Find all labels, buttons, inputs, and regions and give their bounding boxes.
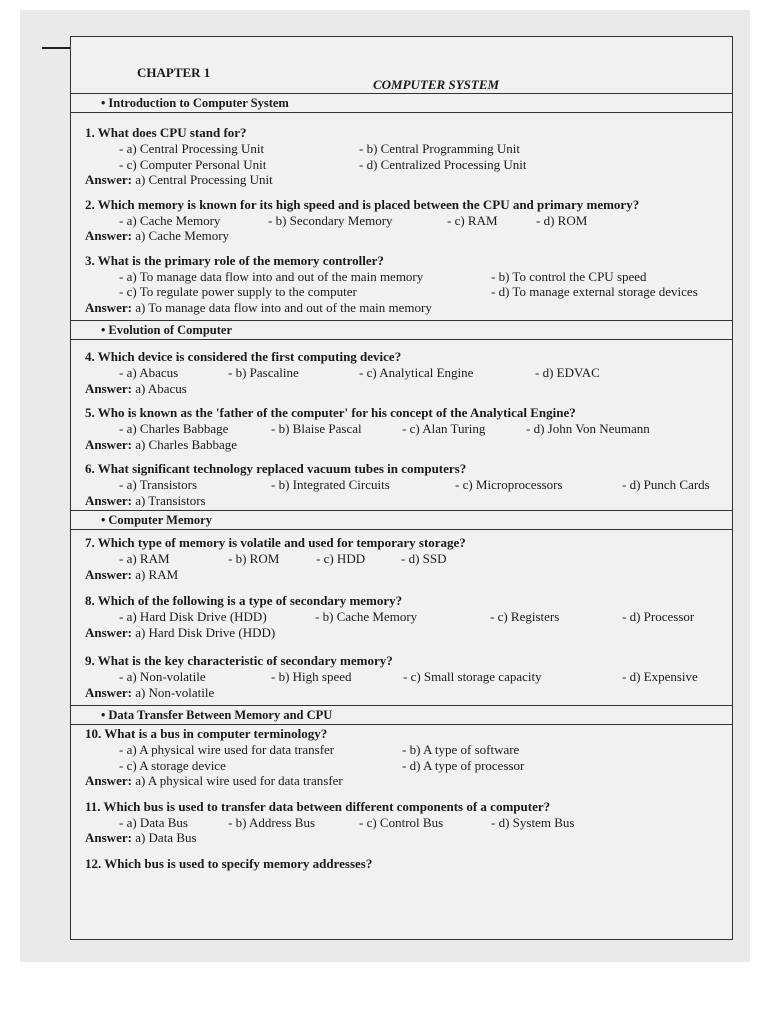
answer: Answer: a) Abacus	[85, 380, 187, 396]
answer: Answer: a) Hard Disk Drive (HDD)	[85, 624, 276, 640]
answer: Answer: a) Transistors	[85, 492, 206, 508]
question-5: 5. Who is known as the 'father of the computer' for his concept of the Analytical Engine? - a) Charles Babbage - b) Blaise Pascal - c) Alan Turing - d) John Von Neumann Answer: a) Charles Babbage	[85, 405, 732, 452]
answer: Answer: a) Central Processing Unit	[85, 172, 273, 187]
title-row	[71, 37, 732, 94]
question-12: 12. Which bus is used to specify memory addresses?	[85, 855, 373, 871]
question-7: 7. Which type of memory is volatile and used for temporary storage? - a) RAM - b) ROM - c) HDD - d) SSD Answer: a) RAM	[85, 535, 732, 582]
answer: Answer: a) Non-volatile	[85, 684, 215, 700]
answer: Answer: a) Cache Memory	[85, 228, 230, 243]
question-4: 4. Which device is considered the first computing device? - a) Abacus - b) Pascaline - c) Analytical Engine - d) EDVAC Answer: a) Abacus	[85, 349, 732, 396]
page-title: COMPUTER SYSTEM	[373, 77, 500, 92]
answer: Answer: a) To manage data flow into and out of the main memory	[85, 299, 432, 315]
question-10: 10. What is a bus in computer terminology? - a) A physical wire used for data transfer - b) A type of software - c) A storage device - d) A type of processor Answer: a) A physical wire used for data transfer	[85, 726, 732, 789]
question-8: 8. Which of the following is a type of secondary memory? - a) Hard Disk Drive (HDD) - b) Cache Memory - c) Registers - d) Processor Answer: a) Hard Disk Drive (HDD)	[85, 593, 732, 640]
chapter-label: CHAPTER 1	[137, 65, 211, 80]
answer: Answer: a) Charles Babbage	[85, 436, 237, 452]
answer: Answer: a) RAM	[85, 566, 179, 582]
worksheet	[70, 36, 733, 940]
question-6: 6. What significant technology replaced vacuum tubes in computers? - a) Transistors - b) Integrated Circuits - c) Microprocessors - d) Punch Cards Answer: a) Transistors	[85, 461, 732, 508]
question-3: 3. What is the primary role of the memory controller? - a) To manage data flow into and out of the main memory - b) To control the CPU speed - c) To regulate power supply to the computer - d) To manage external storage devices Answer: a) To manage data flow into and out of the main memory	[85, 253, 732, 316]
question-1: 1. What does CPU stand for? - a) Central Processing Unit - b) Central Programming Unit - c) Computer Personal Unit - d) Centralized Processing Unit Answer: a) Central Processing Unit	[85, 125, 732, 188]
question-2: 2. Which memory is known for its high speed and is placed between the CPU and primary memory? - a) Cache Memory - b) Secondary Memory - c) RAM - d) ROM Answer: a) Cache Memory	[85, 197, 732, 244]
section-heading: • Computer Memory	[71, 510, 732, 530]
section-heading: • Introduction to Computer System	[71, 94, 732, 113]
answer: Answer: a) A physical wire used for data transfer	[85, 773, 343, 788]
question-11: 11. Which bus is used to transfer data between different components of a computer? - a) Data Bus - b) Address Bus - c) Control Bus - d) System Bus Answer: a) Data Bus	[85, 799, 732, 846]
section-heading: • Evolution of Computer	[71, 320, 732, 340]
answer: Answer: a) Data Bus	[85, 830, 197, 845]
question-9: 9. What is the key characteristic of secondary memory? - a) Non-volatile - b) High speed - c) Small storage capacity - d) Expensive Answer: a) Non-volatile	[85, 653, 732, 700]
section-heading: • Data Transfer Between Memory and CPU	[71, 705, 732, 725]
